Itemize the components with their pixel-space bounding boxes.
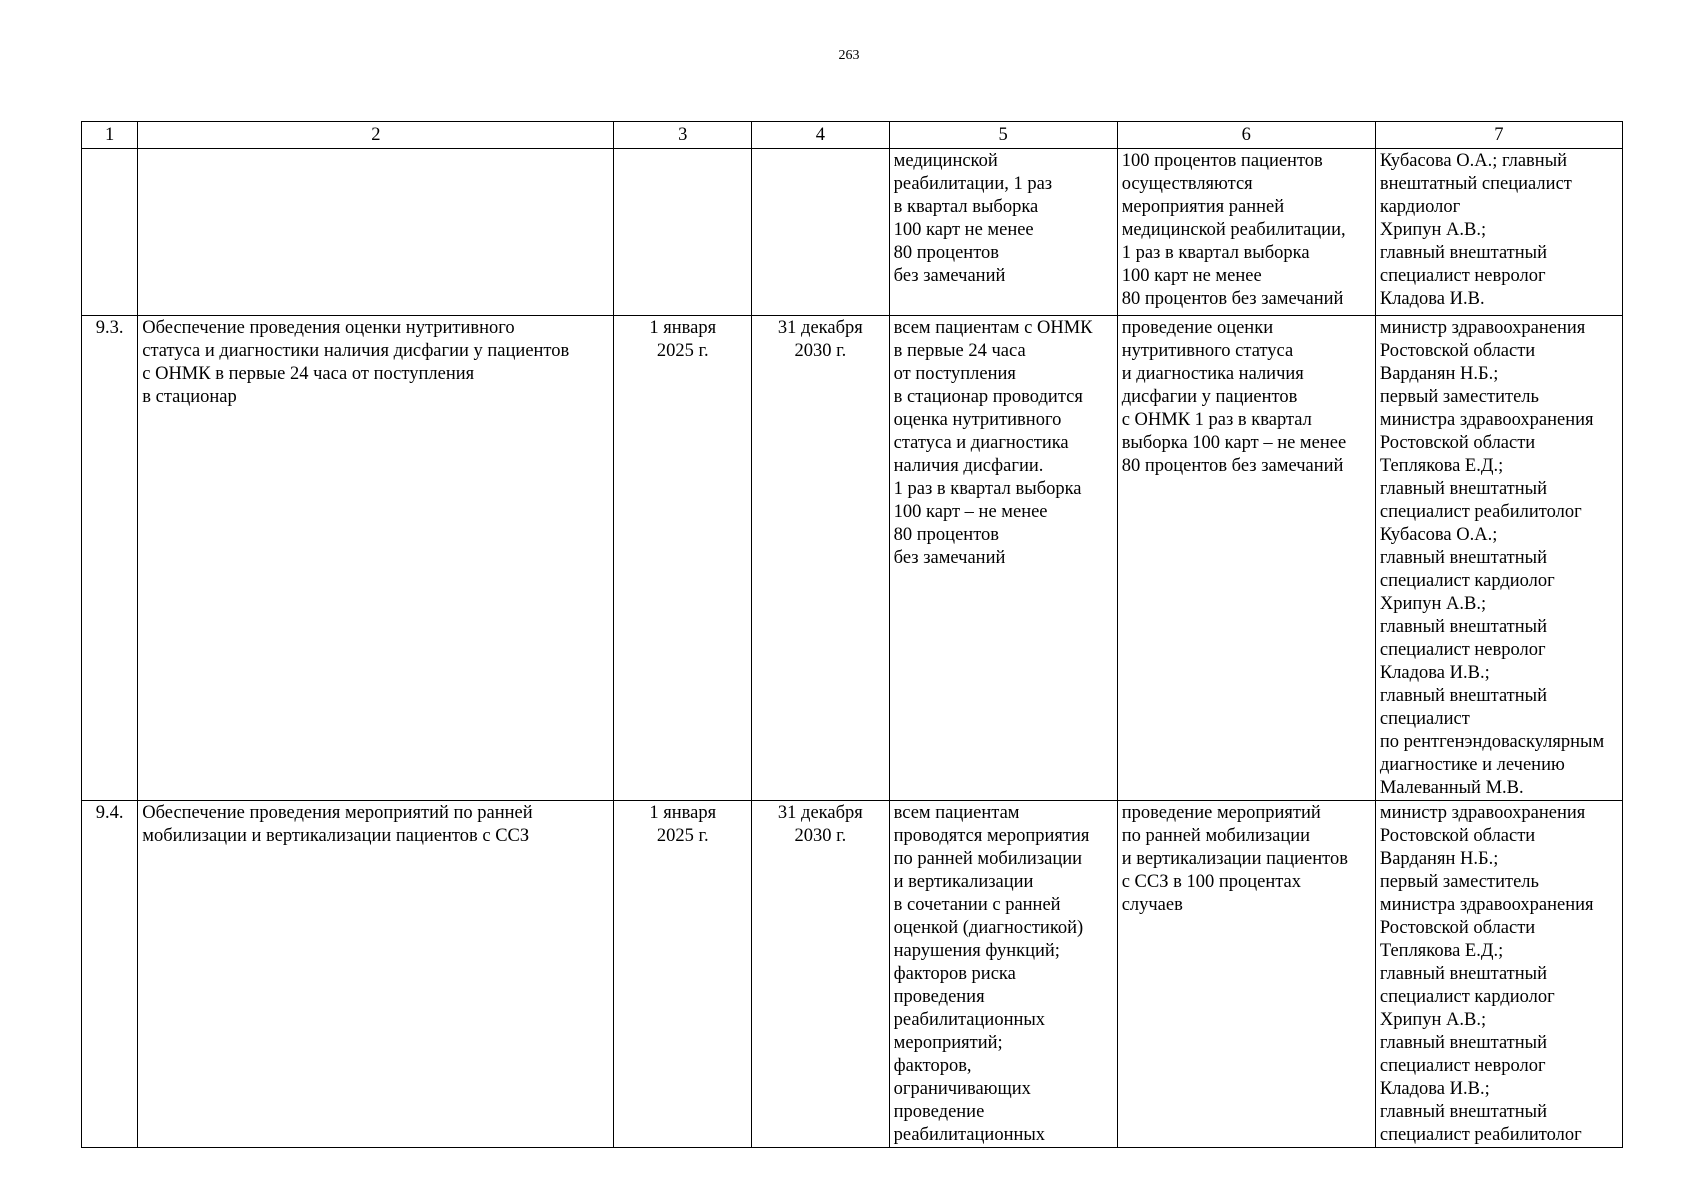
cell-line: 2030 г.	[794, 341, 847, 361]
cell-line: осуществляются	[1121, 174, 1253, 194]
cell-line: Кладова И.В.	[1379, 289, 1485, 309]
cell-line: Варданян Н.Б.;	[1379, 849, 1499, 869]
cell-line: Ростовской области	[1379, 433, 1536, 453]
cell-line: внештатный специалист	[1379, 174, 1572, 194]
cell-line: всем пациентам с ОНМК	[893, 318, 1093, 338]
indicator-cell	[1117, 316, 1375, 801]
cell-line: Хрипун А.В.;	[1379, 594, 1487, 614]
cell-line: дисфагии у пациентов	[1121, 387, 1298, 407]
cell-line: 80 процентов	[893, 243, 1000, 263]
cell-line: 2025 г.	[656, 826, 709, 846]
header-cell-6: 6	[1117, 122, 1375, 149]
header-cell-3: 3	[614, 122, 752, 149]
cell-line: мероприятия ранней	[1121, 197, 1285, 217]
cell-line: мобилизации и вертикализации пациентов с ССЗ	[142, 826, 530, 846]
page-number: 263	[838, 48, 860, 63]
cell-line: по ранней мобилизации	[1121, 826, 1311, 846]
cell-line: в стационар	[142, 387, 237, 407]
cell-line: нарушения функций;	[893, 941, 1060, 961]
cell-line: министр здравоохранения	[1379, 318, 1586, 338]
start-date-cell	[614, 316, 752, 801]
cell-line: специалист кардиолог	[1379, 987, 1555, 1007]
header-row	[82, 122, 1623, 149]
cell-line: Ростовской области	[1379, 826, 1536, 846]
cell-line: с ОНМК в первые 24 часа от поступления	[142, 364, 475, 384]
cell-line: статуса и диагностики наличия дисфагии у пациентов	[142, 341, 570, 361]
cell-line: медицинской реабилитации,	[1121, 220, 1346, 240]
cell-line: и вертикализации пациентов	[1121, 849, 1348, 869]
cell-line: мероприятий;	[893, 1033, 1003, 1053]
end-date-cell	[752, 316, 890, 801]
responsible-cell	[1375, 149, 1622, 316]
cell-line: 100 процентов пациентов	[1121, 151, 1323, 171]
header-cell-1: 1	[82, 122, 138, 149]
cell-line: реабилитационных	[893, 1010, 1046, 1030]
cell-line: от поступления	[893, 364, 1016, 384]
table-row	[82, 149, 1623, 316]
cell-line: в первые 24 часа	[893, 341, 1026, 361]
plan-table	[81, 121, 1623, 1148]
cell-line: реабилитации, 1 раз	[893, 174, 1053, 194]
cell-line: главный внештатный	[1379, 1033, 1547, 1053]
cell-line: 2030 г.	[794, 826, 847, 846]
cell-line: 1 раз в квартал выборка	[1121, 243, 1310, 263]
start-date-cell	[614, 149, 752, 316]
end-date-cell	[752, 149, 890, 316]
cell-line: Хрипун А.В.;	[1379, 1010, 1487, 1030]
row-number-cell	[82, 149, 138, 316]
cell-line: в сочетании с ранней	[893, 895, 1061, 915]
cell-line: главный внештатный	[1379, 243, 1547, 263]
cell-line: проведения	[893, 987, 985, 1007]
cell-line: без замечаний	[893, 266, 1006, 286]
cell-line: статуса и диагностика	[893, 433, 1069, 453]
cell-line: Кубасова О.А.; главный	[1379, 151, 1568, 171]
cell-line: по рентгенэндоваскулярным	[1379, 732, 1605, 752]
measure-name-cell	[138, 149, 614, 316]
cell-line: реабилитационных	[893, 1125, 1046, 1145]
cell-line: 31 декабря	[777, 318, 863, 338]
cell-line: 80 процентов	[893, 525, 1000, 545]
cell-line: с ОНМК 1 раз в квартал	[1121, 410, 1312, 430]
row-number-cell: 9.3.	[82, 316, 138, 801]
cell-line: кардиолог	[1379, 197, 1461, 217]
cell-line: Кладова И.В.;	[1379, 1079, 1490, 1099]
cell-line: специалист невролог	[1379, 266, 1546, 286]
cell-line: министра здравоохранения	[1379, 410, 1594, 430]
cell-line: и диагностика наличия	[1121, 364, 1304, 384]
header-cell-7: 7	[1375, 122, 1622, 149]
cell-line: главный внештатный	[1379, 617, 1547, 637]
indicator-cell	[1117, 801, 1375, 1148]
cell-line: первый заместитель	[1379, 387, 1539, 407]
cell-line: 1 января	[649, 803, 717, 823]
cell-line: оценкой (диагностикой)	[893, 918, 1084, 938]
cell-line: 2025 г.	[656, 341, 709, 361]
cell-line: проведение мероприятий	[1121, 803, 1321, 823]
cell-line: специалист	[1379, 709, 1470, 729]
measure-name-cell	[138, 316, 614, 801]
cell-line: Обеспечение проведения оценки нутритивного	[142, 318, 515, 338]
cell-line: оценка нутритивного	[893, 410, 1062, 430]
cell-line: Кладова И.В.;	[1379, 663, 1490, 683]
cell-line: 31 декабря	[777, 803, 863, 823]
cell-line: 100 карт не менее	[1121, 266, 1262, 286]
cell-line: Ростовской области	[1379, 918, 1536, 938]
cell-line: Теплякова Е.Д.;	[1379, 941, 1504, 961]
cell-line: специалист реабилитолог	[1379, 1125, 1582, 1145]
cell-line: медицинской	[893, 151, 998, 171]
cell-line: всем пациентам	[893, 803, 1020, 823]
cell-line: 80 процентов без замечаний	[1121, 456, 1344, 476]
cell-line: Малеванный М.В.	[1379, 778, 1524, 798]
cell-line: Ростовской области	[1379, 341, 1536, 361]
cell-line: 1 января	[649, 318, 717, 338]
cell-line: без замечаний	[893, 548, 1006, 568]
cell-line: проведение	[893, 1102, 985, 1122]
expected-result-cell	[889, 316, 1117, 801]
cell-line: Варданян Н.Б.;	[1379, 364, 1499, 384]
cell-line: 1 раз в квартал выборка	[893, 479, 1082, 499]
cell-line: министр здравоохранения	[1379, 803, 1586, 823]
cell-line: специалист невролог	[1379, 640, 1546, 660]
cell-line: и вертикализации	[893, 872, 1034, 892]
cell-line: факторов,	[893, 1056, 972, 1076]
cell-line: главный внештатный	[1379, 686, 1547, 706]
cell-line: специалист реабилитолог	[1379, 502, 1582, 522]
end-date-cell	[752, 801, 890, 1148]
cell-line: 80 процентов без замечаний	[1121, 289, 1344, 309]
cell-line: первый заместитель	[1379, 872, 1539, 892]
cell-line: Кубасова О.А.;	[1379, 525, 1498, 545]
cell-line: проведение оценки	[1121, 318, 1274, 338]
cell-line: с ССЗ в 100 процентах	[1121, 872, 1302, 892]
cell-line: Обеспечение проведения мероприятий по ранней	[142, 803, 533, 823]
cell-line: в стационар проводится	[893, 387, 1083, 407]
cell-line: 100 карт – не менее	[893, 502, 1048, 522]
expected-result-cell	[889, 801, 1117, 1148]
header-cell-5: 5	[889, 122, 1117, 149]
table-row	[82, 316, 1623, 801]
cell-line: главный внештатный	[1379, 479, 1547, 499]
expected-result-cell	[889, 149, 1117, 316]
cell-line: специалист невролог	[1379, 1056, 1546, 1076]
measure-name-cell	[138, 801, 614, 1148]
indicator-cell	[1117, 149, 1375, 316]
cell-line: по ранней мобилизации	[893, 849, 1083, 869]
cell-line: диагностике и лечению	[1379, 755, 1565, 775]
cell-line: Хрипун А.В.;	[1379, 220, 1487, 240]
cell-line: главный внештатный	[1379, 964, 1547, 984]
cell-line: Теплякова Е.Д.;	[1379, 456, 1504, 476]
cell-line: нутритивного статуса	[1121, 341, 1294, 361]
row-number-cell: 9.4.	[82, 801, 138, 1148]
cell-line: главный внештатный	[1379, 548, 1547, 568]
cell-line: факторов риска	[893, 964, 1016, 984]
header-cell-4: 4	[752, 122, 890, 149]
cell-line: в квартал выборка	[893, 197, 1039, 217]
cell-line: главный внештатный	[1379, 1102, 1547, 1122]
cell-line: министра здравоохранения	[1379, 895, 1594, 915]
header-cell-2: 2	[138, 122, 614, 149]
start-date-cell	[614, 801, 752, 1148]
responsible-cell	[1375, 801, 1622, 1148]
cell-line: проводятся мероприятия	[893, 826, 1090, 846]
cell-line: 100 карт не менее	[893, 220, 1034, 240]
cell-line: случаев	[1121, 895, 1183, 915]
cell-line: выборка 100 карт – не менее	[1121, 433, 1347, 453]
cell-line: наличия дисфагии.	[893, 456, 1044, 476]
responsible-cell	[1375, 316, 1622, 801]
cell-line: ограничивающих	[893, 1079, 1031, 1099]
cell-line: специалист кардиолог	[1379, 571, 1555, 591]
table-row	[82, 801, 1623, 1148]
